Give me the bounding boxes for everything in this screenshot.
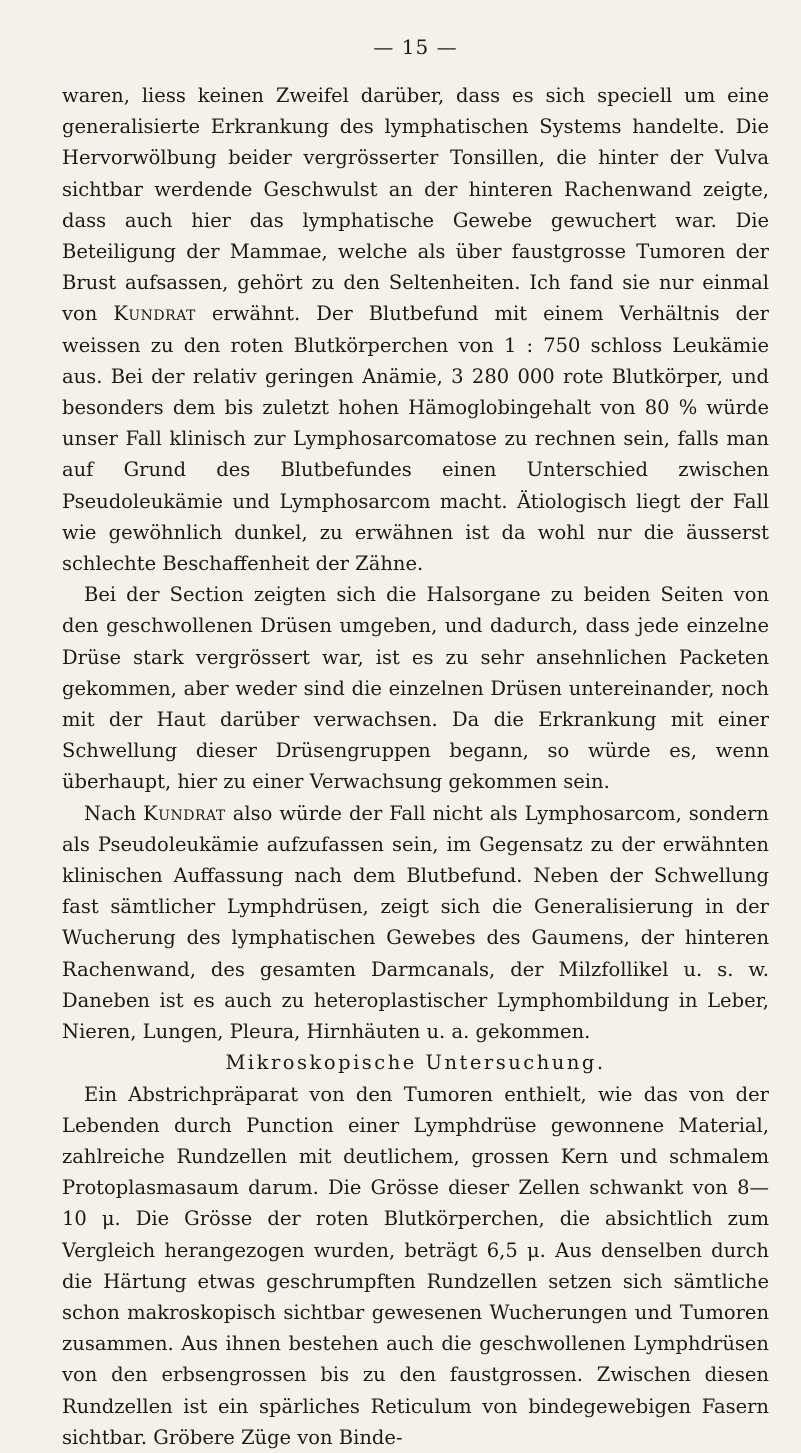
paragraph-1-rest: erwähnt. Der Blutbefund mit einem Verhältnis der weissen zu den roten Blutkörperchen von 1 : 750 schloss Leukämie aus. Bei der relativ geringen Anämie, 3 280 000 rote Blutkörper, und besonders dem bis zuletzt hohen Hämoglobingehalt von 80 % würde unser Fall klinisch zur Lymphosarcomatose zu rechnen sein, falls man auf Grund des Blutbefundes einen Unterschied zwischen Pseudoleukämie und Lymphosarcom macht. Ätiologisch liegt der Fall wie gewöhnlich dunkel, zu erwähnen ist da wohl nur die äusserst schlechte Beschaffenheit der Zähne. bbox=[62, 302, 769, 576]
paragraph-3-rest: also würde der Fall nicht als Lymphosarcom, sondern als Pseudoleukämie aufzufassen sein, im Gegensatz zu der erwähnten klinischen Auffassung nach dem Blutbefund. Neben der Schwellung fast sämtlicher Lymphdrüsen, zeigt sich die Generalisierung in der Wucherung des lymphatischen Gewebes des Gaumens, der hinteren Rachenwand, des gesamten Darmcanals, der Milzfollikel u. s. w. Daneben ist es auch zu heteroplastischer Lymphombildung in Leber, Nieren, Lungen, Pleura, Hirnhäuten u. a. gekommen. bbox=[62, 801, 769, 1044]
paragraph-3 bbox=[62, 798, 769, 1048]
body-text bbox=[62, 80, 769, 1453]
author-name-kundrat-2: Kundrat bbox=[143, 801, 226, 825]
paragraph-4: Ein Abstrichpräparat von den Tumoren enthielt, wie das von der Lebenden durch Punction einer Lymphdrüse gewonnene Material, zahlreiche Rundzellen mit deutlichem, grossen Kern und schmalem Protoplasmasaum darum. Die Grösse dieser Zellen schwankt von 8—10 μ. Die Grösse der roten Blutkörperchen, die absichtlich zum Vergleich herangezogen wurden, beträgt 6,5 μ. Aus denselben durch die Härtung etwas geschrumpften Rundzellen setzen sich sämtliche schon makroskopisch sichtbar gewesenen Wucherungen und Tumoren zusammen. Aus ihnen bestehen auch die geschwollenen Lymphdrüsen von den erbsengrossen bis zu den faustgrossen. Zwischen diesen Rundzellen ist ein spärliches Reticulum von bindegewebigen Fasern sichtbar. Gröbere Züge von Binde- bbox=[62, 1082, 769, 1449]
author-name-kundrat: Kundrat bbox=[113, 302, 196, 326]
page-number: — 15 — bbox=[373, 35, 458, 59]
paragraph-2: Bei der Section zeigten sich die Halsorgane zu beiden Seiten von den geschwollenen Drüsen umgeben, und dadurch, dass jede einzelne Drüse stark vergrössert war, ist es zu sehr ansehnlichen Packeten gekommen, aber weder sind die einzelnen Drüsen untereinander, noch mit der Haut darüber verwachsen. Da die Erkrankung mit einer Schwellung dieser Drüsengruppen begann, so würde es, wenn überhaupt, hier zu einer Verwachsung gekommen sein. bbox=[62, 583, 769, 794]
paragraph-1-text: waren, liess keinen Zweifel darüber, dass es sich speciell um eine generalisierte Erkrankung des lymphatischen Systems handelte. Die Hervorwölbung beider vergrösserter Tonsillen, die hinter der Vulva sichtbar werdende Geschwulst an der hinteren Rachenwand zeigte, dass auch hier das lymphatische Gewebe gewuchert war. Die Beteiligung der Mammae, welche als über faustgrosse Tumoren der Brust aufsassen, gehört zu den Seltenheiten. Ich fand sie nur einmal von bbox=[62, 84, 769, 326]
section-heading: Mikroskopische Untersuchung. bbox=[225, 1051, 606, 1075]
paragraph-3-start: Nach bbox=[84, 801, 144, 825]
paragraph-1 bbox=[62, 80, 769, 579]
